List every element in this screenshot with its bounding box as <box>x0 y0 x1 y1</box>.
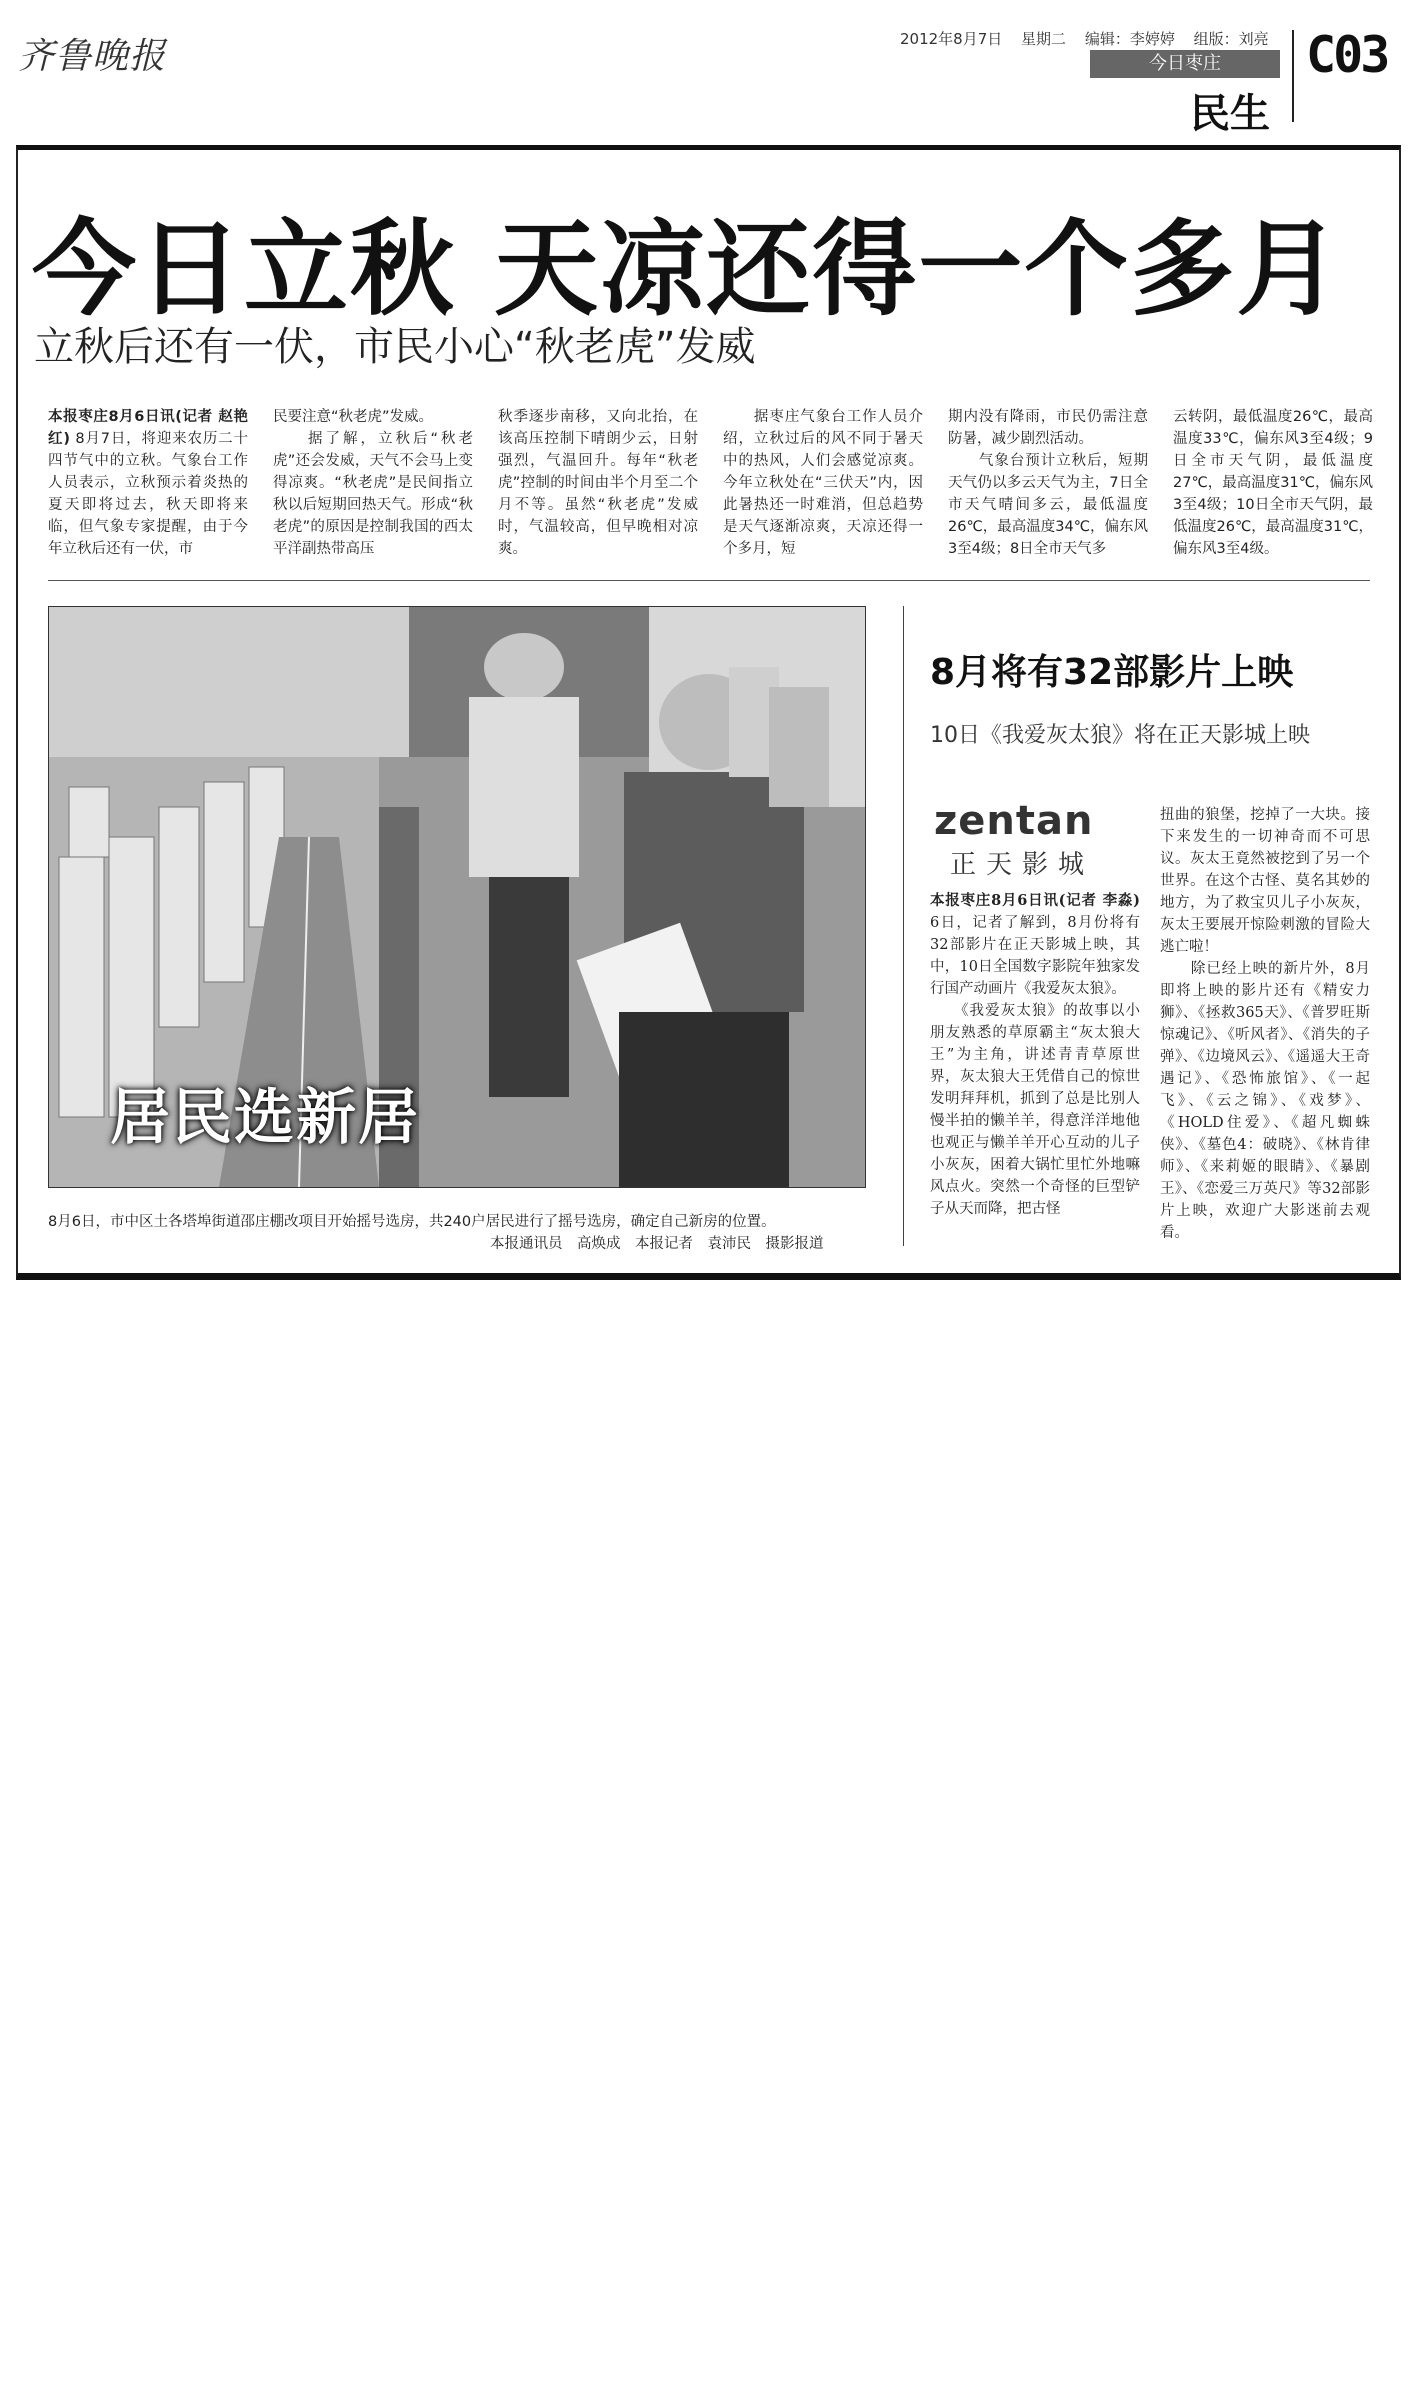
section-title: 民生 <box>1190 91 1270 137</box>
film-divider <box>903 606 904 1246</box>
main-subhead: 立秋后还有一伏，市民小心“秋老虎”发威 <box>34 324 756 370</box>
editor-credit: 编辑：李婷婷 <box>1084 30 1175 48</box>
masthead-logo: 齐鲁晚报 <box>18 36 167 77</box>
section-tag: 今日枣庄 <box>1090 50 1280 78</box>
article-lead: 本报枣庄8月6日讯(记者 赵艳红) <box>48 409 248 447</box>
film-column-1 <box>930 890 1140 1240</box>
film-column-2: 扭曲的狼堡，挖掉了一大块。接下来发生的一切神奇而不可思议。灰太王竟然被挖到了另一个世界。在这个古怪、莫名其妙的地方，为了救宝贝儿子小灰灰，灰太王要展开惊险刺激的冒险大逃亡啦！ 除已经上映的新片外，8月即将上映的影片还有《精安力狮》、《拯救365天》、《普罗旺斯惊魂记》、《听风者》、《消失的子弹》、《边境风云》、《遥遥大王奇遇记》、《恐怖旅馆》、《一起飞》、《云之锦》、《戏梦》、《HOLD住爱》、《超凡蜘蛛侠》、《墓色4：破晓》、《林肯律师》、《来莉姬的眼睛》、《暴剧王》、《恋爱三万英尺》等32部影片上映，欢迎广大影迷前去观看。 <box>1160 807 1370 1241</box>
logo-chinese-name: 正天影城 <box>950 850 1095 880</box>
logo-wordmark: zentan <box>934 798 1094 844</box>
article-column-2: 民要注意“秋老虎”发威。 据了解，立秋后“秋老虎”还会发威，天气不会马上变得凉爽。“秋老虎”是民间指立秋以后短期回热天气。形成“秋老虎”的原因是控制我国的西太平洋副热带高压 <box>273 409 473 557</box>
film-headline: 8月将有32部影片上映 <box>930 652 1294 693</box>
article-column-1 <box>48 406 248 560</box>
issue-meta <box>900 28 1283 49</box>
issue-weekday: 星期二 <box>1021 30 1067 48</box>
article-column-1-text: 8月7日，将迎来农历二十四节气中的立秋。气象台工作人员表示，立秋预示着炎热的夏天即将过去，秋天即将来临，但气象专家提醒，由于今年立秋后还有一伏，市 <box>48 431 248 557</box>
film-column-1-text: 6日，记者了解到，8月份将有32部影片在正天影城上映，其中，10日全国数字影院年独家发行国产动画片《我爱灰太狼》。 《我爱灰太狼》的故事以小朋友熟悉的草原霸主“灰太狼大王”为主角，讲述青青草原世界，灰太狼大王凭借自己的惊世发明拜拜机，抓到了总是比别人慢半拍的懒羊羊，得意洋洋地他也观正与懒羊羊开心互动的儿子小灰灰，困着大锅忙里忙外地嘛风点火。突然一个奇怪的巨型铲子从天而降，把古怪 <box>930 915 1140 1217</box>
zentan-logo <box>934 798 1094 881</box>
layout-credit: 组版：刘亮 <box>1193 30 1269 48</box>
page-number: C03 <box>1306 26 1388 84</box>
article-column-4: 据枣庄气象台工作人员介绍，立秋过后的风不同于暑天中的热风，人们会感觉凉爽。今年立秋处在“三伏天”内，因此暑热还一时难消，但总趋势是天气逐渐凉爽，天凉还得一个多月，短 <box>723 409 923 557</box>
header-divider <box>1292 30 1294 122</box>
photo-overlay-title: 居民选新居 <box>110 1083 420 1153</box>
section-divider <box>48 580 1370 581</box>
photo-caption: 8月6日，市中区土各塔埠街道邵庄棚改项目开始摇号选房，共240户居民进行了摇号选房，确定自己新房的位置。 <box>48 1214 776 1230</box>
article-column-5: 期内没有降雨，市民仍需注意防暑，减少剧烈活动。 气象台预计立秋后，短期天气仍以多云天气为主，7日全市天气晴间多云，最低温度26℃，最高温度34℃，偏东风3至4级；8日全市天气多 <box>948 409 1148 557</box>
photo-credit: 本报通讯员 高焕成 本报记者 袁沛民 摄影报道 <box>490 1236 824 1252</box>
film-lead: 本报枣庄8月6日讯(记者 李淼) <box>930 892 1140 909</box>
film-subhead: 10日《我爱灰太狼》将在正天影城上映 <box>930 723 1310 748</box>
main-headline: 今日立秋 天凉还得一个多月 <box>32 208 1343 330</box>
article-column-6: 云转阴，最低温度26℃，最高温度33℃，偏东风3至4级；9日全市天气阴，最低温度27℃，最高温度31℃，偏东风3至4级；10日全市天气阴，最低温度26℃，最高温度31℃，偏东风3至4级。 <box>1173 409 1373 557</box>
issue-date: 2012年8月7日 <box>900 30 1003 48</box>
article-column-3: 秋季逐步南移，又向北抬，在该高压控制下晴朗少云，日射强烈，气温回升。每年“秋老虎”控制的时间由半个月至二个月不等。虽然“秋老虎”发威时，气温较高，但早晚相对凉爽。 <box>498 409 698 557</box>
